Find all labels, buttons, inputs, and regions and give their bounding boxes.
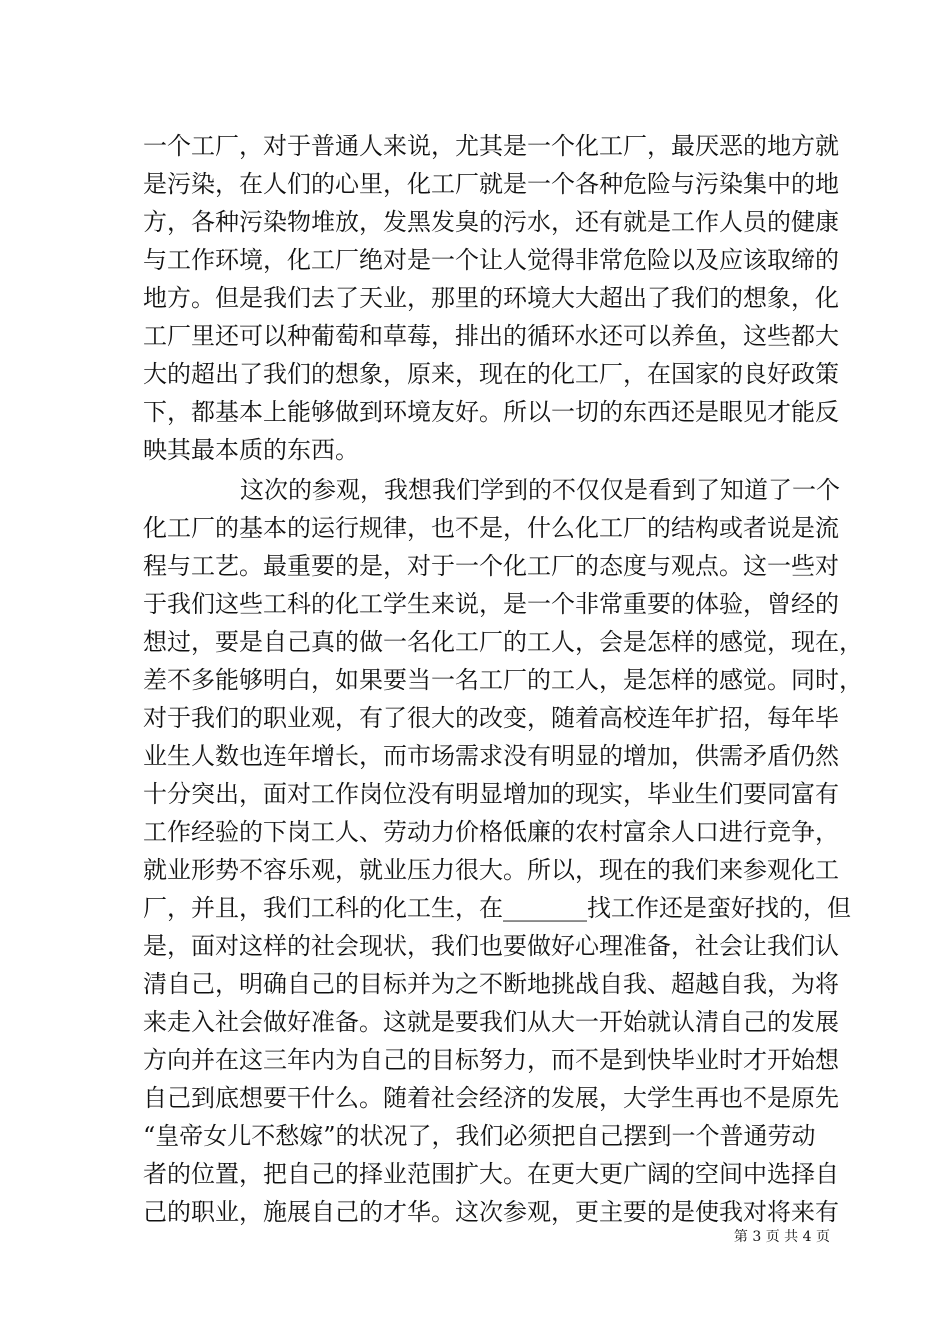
- paragraph-2-line-12: 厂，并且，我们工科的化工生，在_______找工作还是蛮好找的，但: [143, 894, 851, 922]
- paragraph-2-line-18: “皇帝女儿不愁嫁”的状况了，我们必须把自己摆到一个普通劳动: [143, 1122, 816, 1150]
- paragraph-2-line-1: 这次的参观，我想我们学到的不仅仅是看到了知道了一个: [240, 476, 840, 504]
- paragraph-2-line-15: 来走入社会做好准备。这就是要我们从大一开始就认清自己的发展: [143, 1008, 839, 1036]
- paragraph-2-line-4: 于我们这些工科的化工学生来说，是一个非常重要的体验，曾经的: [143, 590, 839, 618]
- paragraph-2-line-20: 己的职业，施展自己的才华。这次参观，更主要的是使我对将来有: [143, 1198, 839, 1226]
- paragraph-1-line-6: 工厂里还可以种葡萄和草莓，排出的循环水还可以养鱼，这些都大: [143, 322, 839, 350]
- paragraph-1-line-1: 一个工厂，对于普通人来说，尤其是一个化工厂，最厌恶的地方就: [143, 132, 839, 160]
- paragraph-1-line-9: 映其最本质的东西。: [143, 436, 359, 464]
- paragraph-2-line-8: 业生人数也连年增长，而市场需求没有明显的增加，供需矛盾仍然: [143, 742, 839, 770]
- paragraph-2-line-11: 就业形势不容乐观，就业压力很大。所以，现在的我们来参观化工: [143, 856, 839, 884]
- paragraph-1-line-2: 是污染，在人们的心里，化工厂就是一个各种危险与污染集中的地: [143, 170, 839, 198]
- paragraph-1-line-5: 地方。但是我们去了天业，那里的环境大大超出了我们的想象，化: [143, 284, 839, 312]
- paragraph-2-line-16: 方向并在这三年内为自己的目标努力，而不是到快毕业时才开始想: [143, 1046, 839, 1074]
- paragraph-1-line-8: 下，都基本上能够做到环境友好。所以一切的东西还是眼见才能反: [143, 398, 839, 426]
- paragraph-2-line-5: 想过，要是自己真的做一名化工厂的工人，会是怎样的感觉，现在，: [143, 628, 863, 656]
- paragraph-1-line-3: 方，各种污染物堆放，发黑发臭的污水，还有就是工作人员的健康: [143, 208, 839, 236]
- paragraph-2-line-13: 是，面对这样的社会现状，我们也要做好心理准备，社会让我们认: [143, 932, 839, 960]
- paragraph-1-line-4: 与工作环境，化工厂绝对是一个让人觉得非常危险以及应该取缔的: [143, 246, 839, 274]
- page-number-footer: 第 3 页 共 4 页: [733, 1229, 830, 1245]
- paragraph-2-line-7: 对于我们的职业观，有了很大的改变，随着高校连年扩招，每年毕: [143, 704, 839, 732]
- paragraph-2-line-9: 十分突出，面对工作岗位没有明显增加的现实，毕业生们要同富有: [143, 780, 839, 808]
- paragraph-2-line-14: 清自己，明确自己的目标并为之不断地挑战自我、超越自我，为将: [143, 970, 839, 998]
- paragraph-2-line-19: 者的位置，把自己的择业范围扩大。在更大更广阔的空间中选择自: [143, 1160, 839, 1188]
- paragraph-2-line-3: 程与工艺。最重要的是，对于一个化工厂的态度与观点。这一些对: [143, 552, 839, 580]
- paragraph-1-line-7: 大的超出了我们的想象，原来，现在的化工厂，在国家的良好政策: [143, 360, 839, 388]
- paragraph-2-line-6: 差不多能够明白，如果要当一名工厂的工人，是怎样的感觉。同时，: [143, 666, 863, 694]
- paragraph-2-line-17: 自己到底想要干什么。随着社会经济的发展，大学生再也不是原先: [143, 1084, 839, 1112]
- paragraph-2-line-10: 工作经验的下岗工人、劳动力价格低廉的农村富余人口进行竞争，: [143, 818, 839, 846]
- paragraph-2-line-2: 化工厂的基本的运行规律，也不是，什么化工厂的结构或者说是流: [143, 514, 839, 542]
